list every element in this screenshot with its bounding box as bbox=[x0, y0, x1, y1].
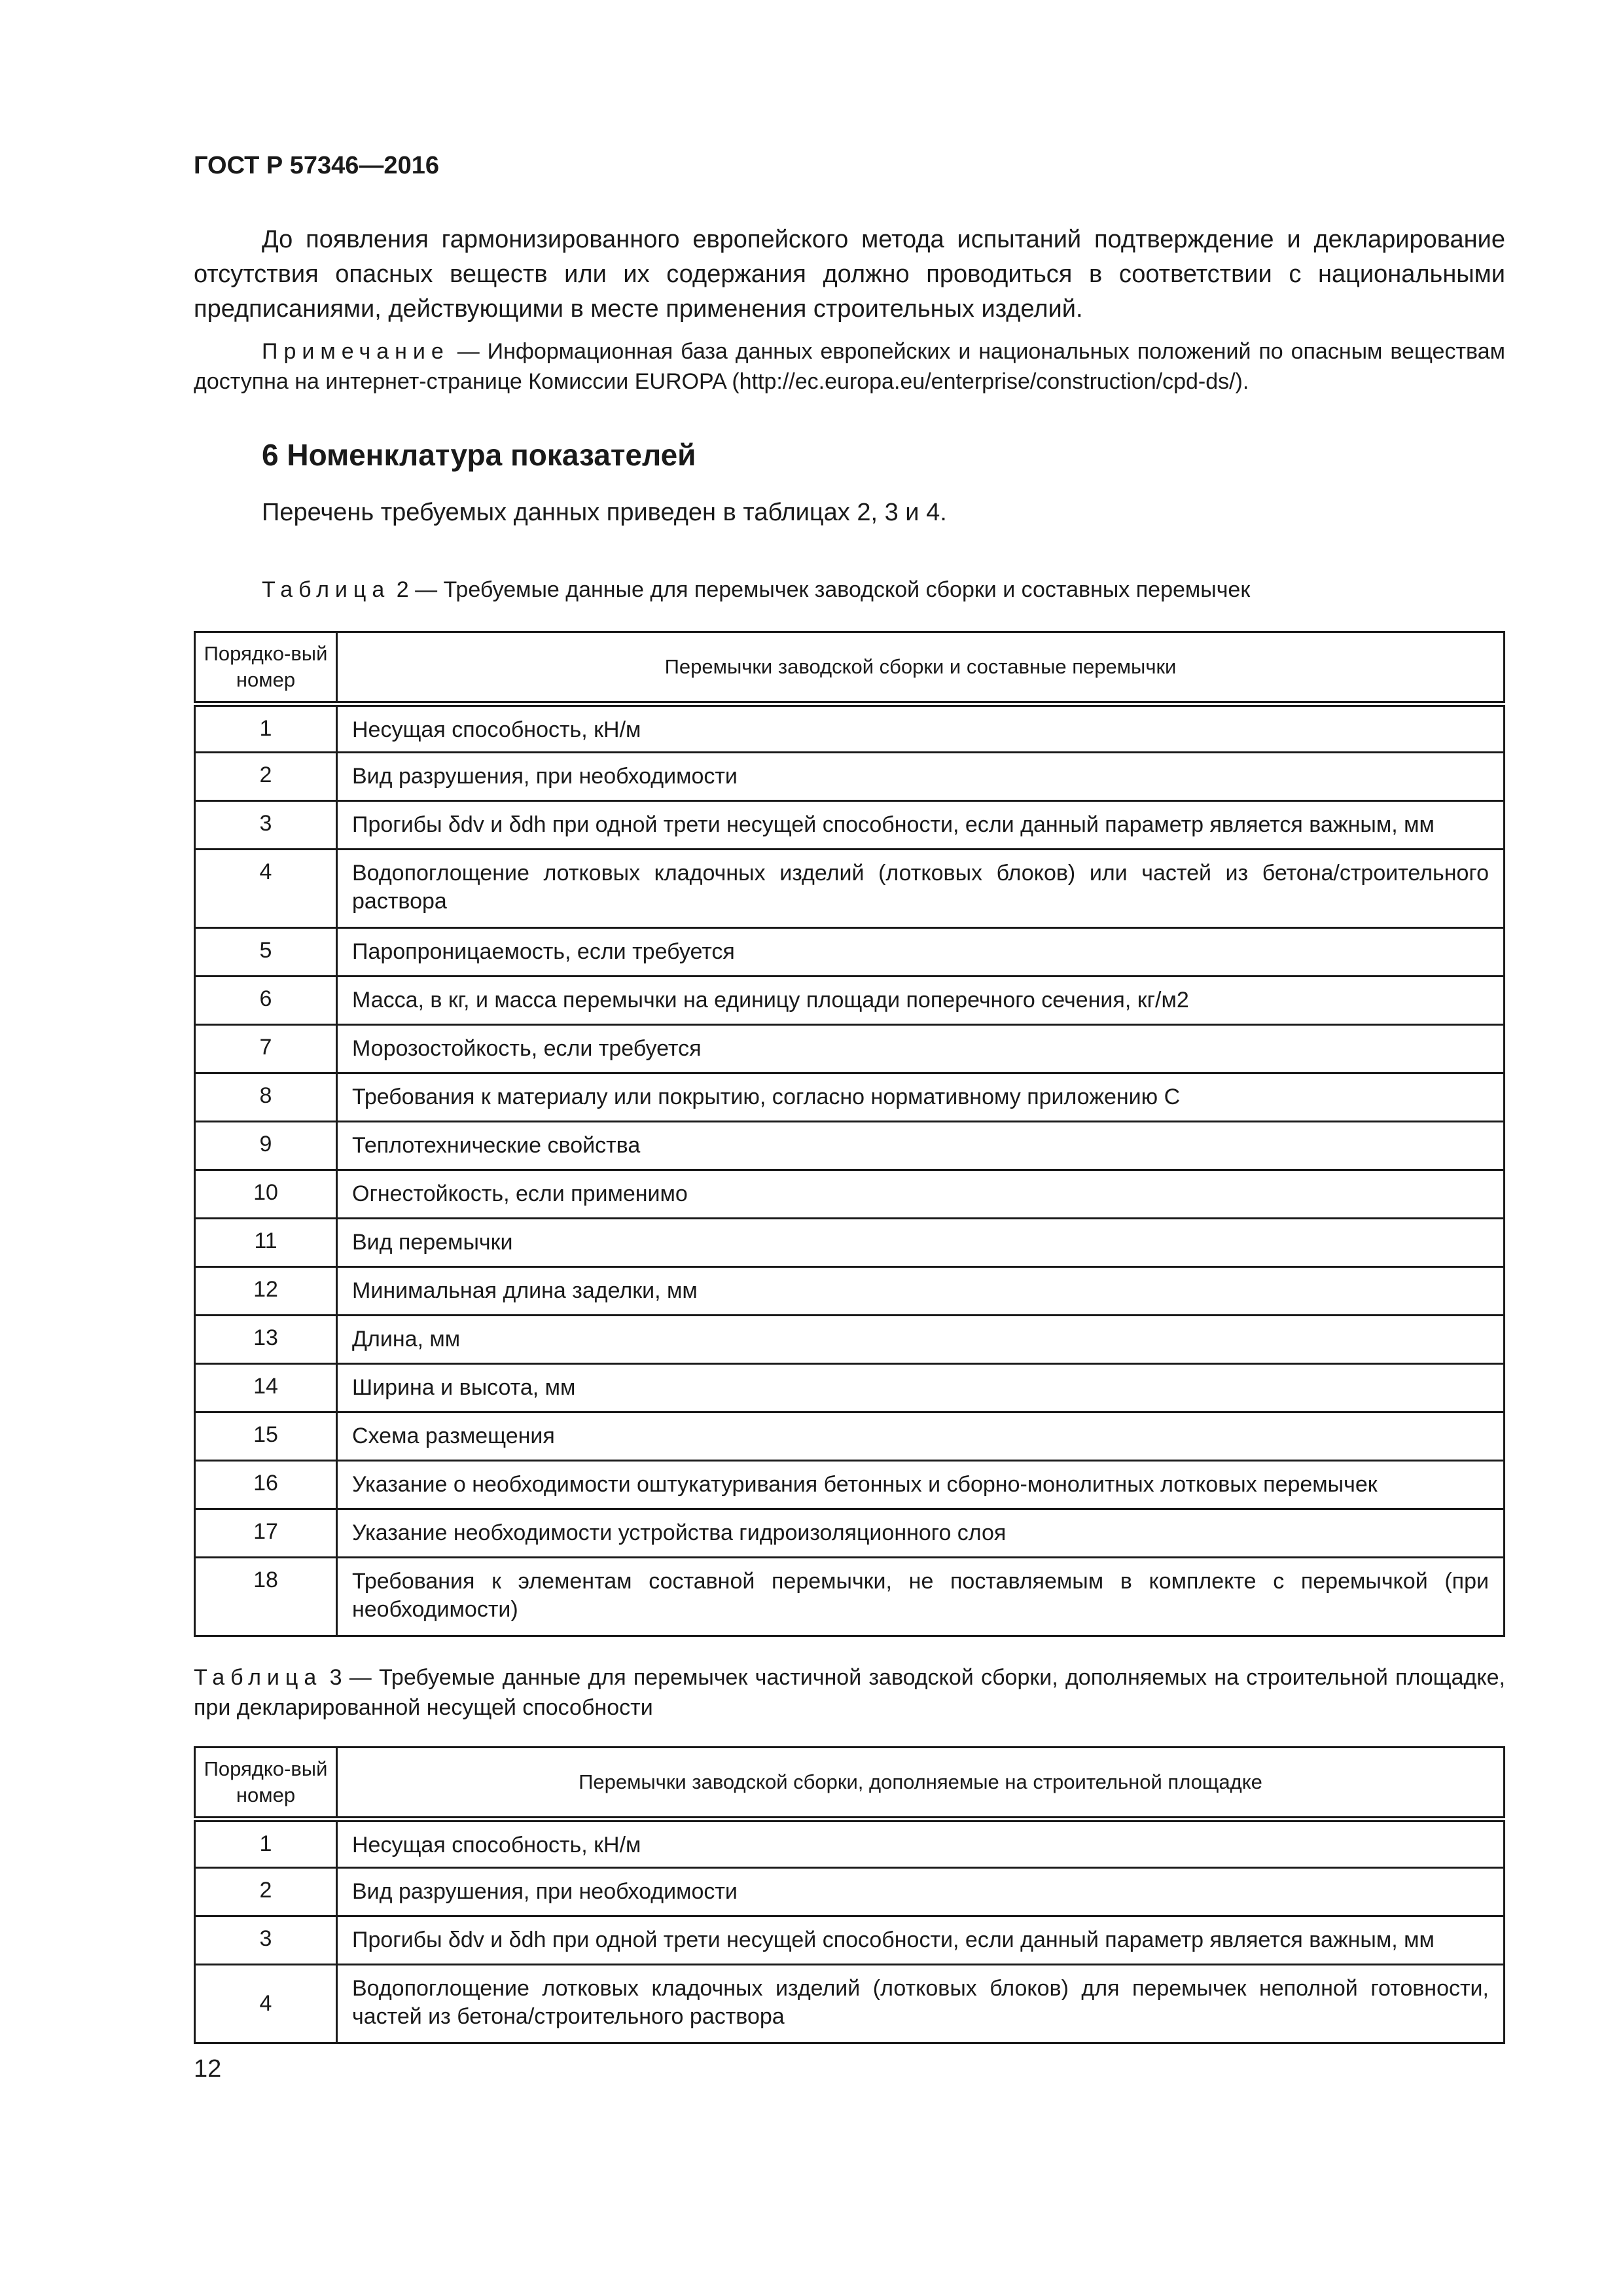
table2-col-number: Порядко-вый номер bbox=[195, 632, 337, 704]
table2-row-number: 4 bbox=[195, 850, 337, 928]
table2-row-number: 12 bbox=[195, 1267, 337, 1316]
table3-caption-label: Таблица bbox=[194, 1665, 323, 1690]
table2-row-text: Теплотехнические свойства bbox=[337, 1122, 1505, 1170]
table2-row bbox=[195, 1267, 1505, 1316]
table2-row-number: 7 bbox=[195, 1025, 337, 1073]
table2-header-row bbox=[195, 632, 1505, 704]
table2-row bbox=[195, 850, 1505, 928]
table2-row-number: 11 bbox=[195, 1219, 337, 1267]
table3-caption bbox=[194, 1662, 1505, 1723]
table2-row bbox=[195, 1412, 1505, 1461]
table2-row-number: 5 bbox=[195, 928, 337, 977]
note-paragraph bbox=[194, 336, 1505, 397]
table2-row-text: Огнестойкость, если применимо bbox=[337, 1170, 1505, 1219]
table3-row-text: Прогибы δdv и δdh при одной трети несущей способности, если данный параметр является важным, мм bbox=[337, 1916, 1505, 1965]
table2-row bbox=[195, 1025, 1505, 1073]
table2-row-text: Минимальная длина заделки, мм bbox=[337, 1267, 1505, 1316]
table3-header-row bbox=[195, 1748, 1505, 1820]
table2-row-text: Требования к элементам составной перемычки, не поставляемым в комплекте с перемычкой (при необходимости) bbox=[337, 1558, 1505, 1636]
table2-row-text: Указание необходимости устройства гидроизоляционного слоя bbox=[337, 1509, 1505, 1558]
table3-row-text: Несущая способность, кН/м bbox=[337, 1820, 1505, 1868]
table2-row-text: Прогибы δdv и δdh при одной трети несущей способности, если данный параметр является важным, мм bbox=[337, 801, 1505, 850]
table2-col-description: Перемычки заводской сборки и составные перемычки bbox=[337, 632, 1505, 704]
table2-row-text: Длина, мм bbox=[337, 1316, 1505, 1364]
table3-row bbox=[195, 1820, 1505, 1868]
table2-row-number: 3 bbox=[195, 801, 337, 850]
section-title: 6 Номенклатура показателей bbox=[262, 438, 696, 472]
table2-caption bbox=[262, 575, 1250, 605]
table2-row bbox=[195, 753, 1505, 801]
table2-row-number: 8 bbox=[195, 1073, 337, 1122]
table3-row-number: 1 bbox=[195, 1820, 337, 1868]
table2-row bbox=[195, 1122, 1505, 1170]
table2-row bbox=[195, 977, 1505, 1025]
table2-row-text: Указание о необходимости оштукатуривания бетонных и сборно-монолитных лотковых перемычек bbox=[337, 1461, 1505, 1509]
table2-row-text: Схема размещения bbox=[337, 1412, 1505, 1461]
table2-row-number: 2 bbox=[195, 753, 337, 801]
table2-row bbox=[195, 1170, 1505, 1219]
table2-row-text: Паропроницаемость, если требуется bbox=[337, 928, 1505, 977]
intro-paragraph: До появления гармонизированного европейского метода испытаний подтверждение и декларирование отсутствия опасных веществ или их содержания должно проводиться в соответствии с национальными предписаниями, действующими в месте применения строительных изделий. bbox=[194, 226, 1505, 323]
table2-row bbox=[195, 1316, 1505, 1364]
table2-row-number: 16 bbox=[195, 1461, 337, 1509]
table2-row-number: 17 bbox=[195, 1509, 337, 1558]
note-label: Примечание bbox=[262, 339, 450, 364]
table3-row-number: 4 bbox=[195, 1965, 337, 2043]
table3-col-number: Порядко-вый номер bbox=[195, 1748, 337, 1820]
table2-row bbox=[195, 1509, 1505, 1558]
table2-row-number: 10 bbox=[195, 1170, 337, 1219]
document-code: ГОСТ Р 57346—2016 bbox=[194, 152, 439, 179]
table3-row bbox=[195, 1916, 1505, 1965]
table2-row bbox=[195, 801, 1505, 850]
table2-row-text: Морозостойкость, если требуется bbox=[337, 1025, 1505, 1073]
table2-row-number: 14 bbox=[195, 1364, 337, 1412]
table2-row bbox=[195, 704, 1505, 753]
table2-row-number: 18 bbox=[195, 1558, 337, 1636]
table3-row bbox=[195, 1868, 1505, 1916]
table2-row bbox=[195, 1219, 1505, 1267]
table2-row-number: 15 bbox=[195, 1412, 337, 1461]
table2-row-text: Водопоглощение лотковых кладочных изделий (лотковых блоков) или частей из бетона/строительного раствора bbox=[337, 850, 1505, 928]
table2-row-number: 9 bbox=[195, 1122, 337, 1170]
table2-row-number: 1 bbox=[195, 704, 337, 753]
page-number: 12 bbox=[194, 2055, 222, 2083]
table2-row bbox=[195, 1461, 1505, 1509]
table3-row-number: 3 bbox=[195, 1916, 337, 1965]
section-intro: Перечень требуемых данных приведен в таблицах 2, 3 и 4. bbox=[262, 499, 947, 526]
table3-col-description: Перемычки заводской сборки, дополняемые на строительной площадке bbox=[337, 1748, 1505, 1820]
table3-row-number: 2 bbox=[195, 1868, 337, 1916]
table2-row bbox=[195, 1073, 1505, 1122]
table-3 bbox=[194, 1746, 1505, 2044]
table2-row-text: Масса, в кг, и масса перемычки на единицу площади поперечного сечения, кг/м2 bbox=[337, 977, 1505, 1025]
table3-row bbox=[195, 1965, 1505, 2043]
table3-row-text: Водопоглощение лотковых кладочных изделий (лотковых блоков) для перемычек неполной готовности, частей из бетона/строительного раствора bbox=[337, 1965, 1505, 2043]
table2-caption-label: Таблица bbox=[262, 577, 391, 602]
table3-row-text: Вид разрушения, при необходимости bbox=[337, 1868, 1505, 1916]
table2-row-text: Вид разрушения, при необходимости bbox=[337, 753, 1505, 801]
table2-row-number: 13 bbox=[195, 1316, 337, 1364]
table2-row bbox=[195, 928, 1505, 977]
table2-row-text: Вид перемычки bbox=[337, 1219, 1505, 1267]
note-text: — Информационная база данных европейских и национальных положений по опасным веществам доступна на интернет-странице Комиссии EUROPA (http://ec.europa.eu/enterprise/construction/cpd-ds/). bbox=[194, 339, 1505, 394]
table2-row bbox=[195, 1558, 1505, 1636]
table2-row-text: Требования к материалу или покрытию, согласно нормативному приложению С bbox=[337, 1073, 1505, 1122]
table2-row-number: 6 bbox=[195, 977, 337, 1025]
table3-caption-text: 3 — Требуемые данные для перемычек частичной заводской сборки, дополняемых на строительной площадке, при декларированной несущей способности bbox=[194, 1665, 1505, 1720]
table2-caption-text: 2 — Требуемые данные для перемычек заводской сборки и составных перемычек bbox=[390, 577, 1251, 602]
table2-row-text: Несущая способность, кН/м bbox=[337, 704, 1505, 753]
table2-row-text: Ширина и высота, мм bbox=[337, 1364, 1505, 1412]
table2-row bbox=[195, 1364, 1505, 1412]
table-2 bbox=[194, 631, 1505, 1637]
